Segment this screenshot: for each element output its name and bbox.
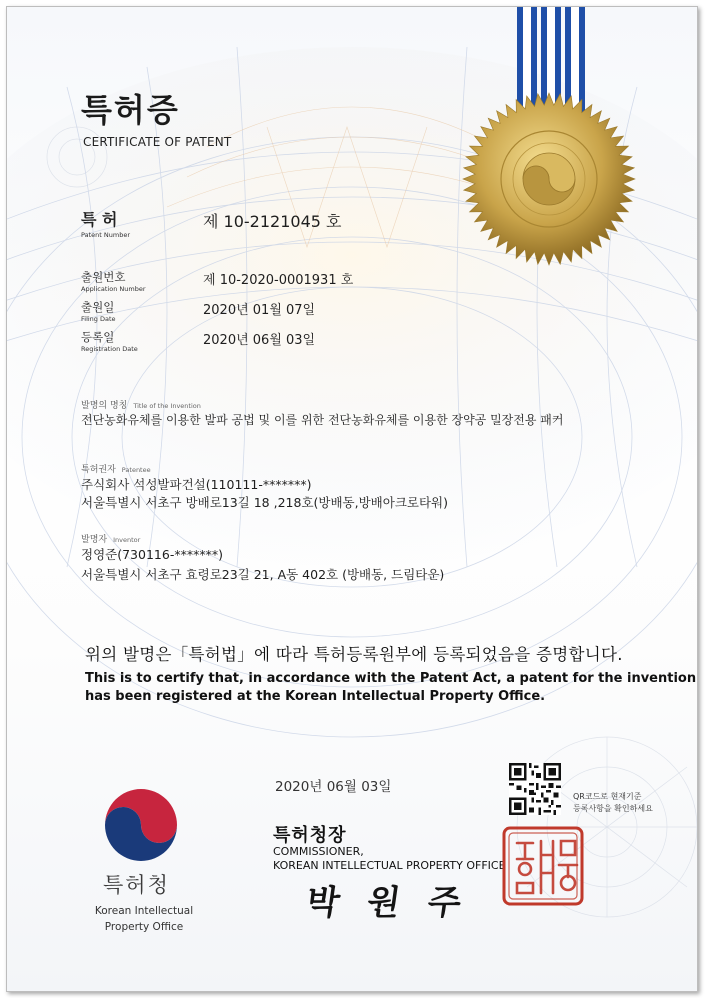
patent-number-label-en: Patent Number (81, 231, 131, 239)
qr-caption-line1: QR코드로 현재기준 (573, 792, 642, 801)
registration-date-label: 등록일 (81, 330, 115, 344)
issue-date: 2020년 06월 03일 (275, 779, 392, 795)
inventor-label-ko: 발명자 (81, 535, 108, 545)
registration-date-value: 2020년 06월 03일 (203, 333, 316, 348)
inventor-label (81, 527, 140, 546)
filing-date-value: 2020년 01월 07일 (203, 303, 316, 318)
patent-number-value: 제 10-2121045 호 (203, 212, 342, 231)
certification-text-en-line1: This is to certify that, in accordance with the Patent Act, a patent for the invention (85, 671, 697, 686)
patentee-name: 주식회사 석성발파건설(110111-*******) (81, 477, 312, 492)
commissioner-title-en-line1: COMMISSIONER, (273, 845, 364, 858)
commissioner-title-en-line2: KOREAN INTELLECTUAL PROPERTY OFFICE (273, 859, 506, 872)
patentee-label-en: Patentee (121, 466, 151, 474)
inventor-label-en: Inventor (113, 536, 141, 544)
office-name-en-line1: Korean Intellectual (94, 905, 194, 917)
commissioner-signature: 박 원 주 (303, 883, 472, 923)
qr-caption-line2: 등록사항을 확인하세요 (573, 804, 653, 813)
filing-date-label-en: Filing Date (81, 315, 116, 323)
invention-label-ko: 발명의 명칭 (81, 401, 128, 411)
certificate-subtitle: CERTIFICATE OF PATENT (83, 135, 232, 149)
inventor-name: 정영준(730116-*******) (81, 547, 223, 562)
patent-number-label: 특 허 (81, 210, 118, 229)
filing-date-label: 출원일 (81, 300, 115, 314)
application-number-label: 출원번호 (81, 270, 126, 284)
office-name-en-line2: Property Office (104, 921, 184, 933)
certification-text-ko: 위의 발명은「특허법」에 따라 특허등록원부에 등록되었음을 증명합니다. (85, 645, 623, 664)
taeguk-logo-icon (93, 775, 189, 871)
patentee-label (81, 457, 151, 476)
gold-seal-icon (461, 91, 637, 267)
certificate-title: 특허증 (81, 91, 180, 129)
certificate-frame (6, 6, 698, 992)
invention-title: 전단농화유체를 이용한 발파 공법 및 이를 위한 전단농화유체를 이용한 장약공 밀장전용 패커 (81, 413, 564, 427)
official-stamp-icon (501, 825, 585, 907)
invention-label-en: Title of the Invention (133, 402, 201, 410)
registration-date-label-en: Registration Date (81, 345, 138, 353)
invention-label (81, 393, 201, 412)
inventor-address: 서울특별시 서초구 효령로23길 21, A동 402호 (방배동, 드림타운) (81, 567, 445, 582)
office-name-ko: 특허청 (103, 873, 170, 897)
patentee-label-ko: 특허권자 (81, 465, 116, 475)
commissioner-title-ko: 특허청장 (273, 825, 347, 846)
application-number-label-en: Application Number (81, 285, 146, 293)
patentee-address: 서울특별시 서초구 방배로13길 18 ,218호(방배동,방배아크로타워) (81, 495, 448, 510)
qr-code-icon[interactable] (509, 763, 561, 815)
certification-text-en-line2: has been registered at the Korean Intellectual Property Office. (85, 689, 546, 704)
application-number-value: 제 10-2020-0001931 호 (203, 273, 354, 288)
